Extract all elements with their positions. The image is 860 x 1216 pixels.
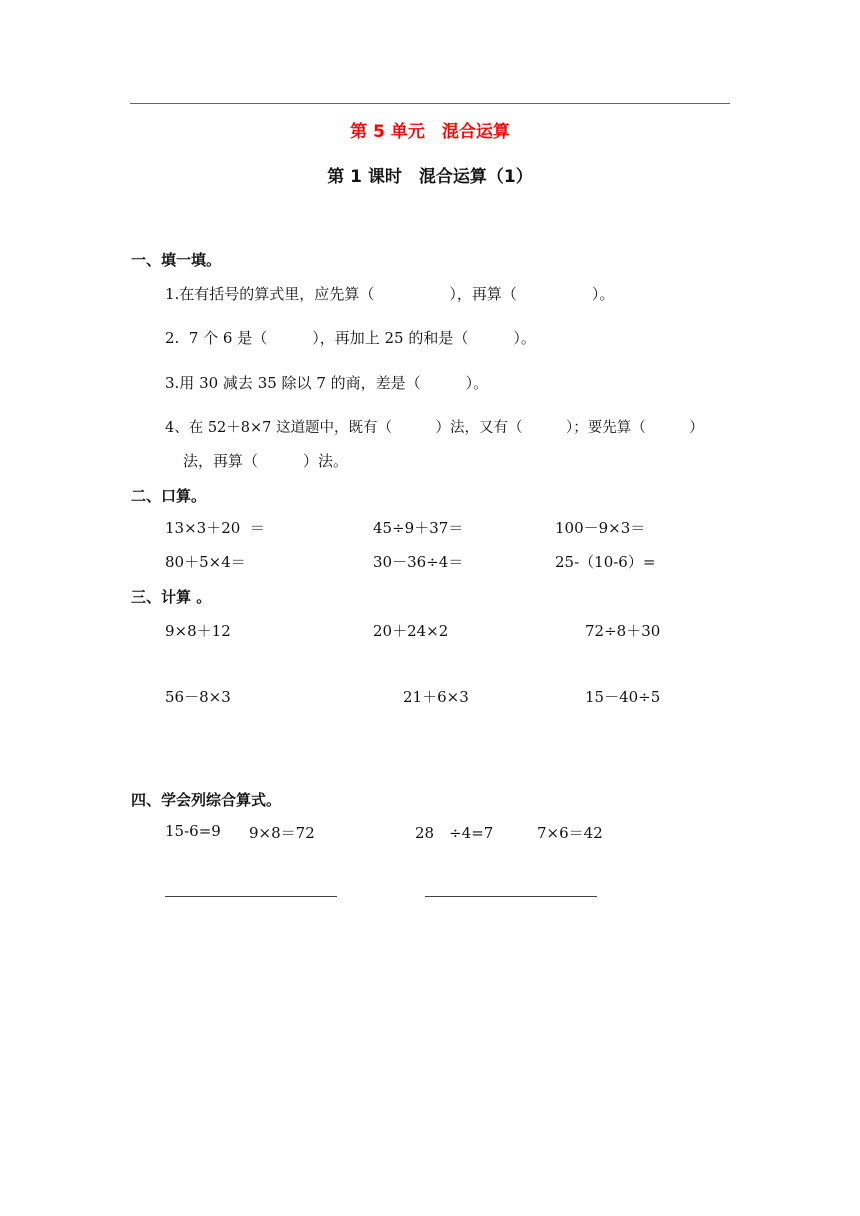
- question-4-line2: 法，再算（ ）法。: [183, 452, 349, 470]
- oral-calc-item: 45÷9＋37＝: [373, 519, 464, 537]
- answer-line-2: [425, 896, 597, 897]
- lesson-title: 第 1 课时 混合运算（1）: [327, 167, 533, 187]
- question-4-line1: 4、在 52＋8×7 这道题中，既有（ ）法，又有（ ）；要先算（ ）: [165, 420, 704, 436]
- question-3: 3.用 30 减去 35 除以 7 的商，差是（ ）。: [165, 374, 489, 392]
- oral-calc-item: 13×3＋20 ＝: [165, 519, 265, 537]
- header-rule: [130, 103, 730, 104]
- oral-calc-item: 25-（10-6）=: [555, 553, 656, 571]
- oral-calc-item: 30－36÷4＝: [373, 553, 464, 571]
- oral-calc-item: 80＋5×4＝: [165, 553, 246, 571]
- question-1: 1.在有括号的算式里，应先算（ ），再算（ ）。: [165, 285, 615, 303]
- equation-item: 7×6＝42: [537, 824, 603, 842]
- calc-item: 72÷8＋30: [585, 622, 661, 640]
- calc-item: 9×8＋12: [165, 622, 231, 640]
- section3-heading: 三、计算 。: [131, 588, 212, 606]
- calc-item: 21＋6×3: [403, 688, 469, 706]
- calc-item: 15－40÷5: [585, 688, 661, 706]
- section1-heading: 一、填一填。: [131, 251, 222, 269]
- answer-line-1: [165, 896, 337, 897]
- calc-item: 56－8×3: [165, 688, 231, 706]
- equation-item: 28 ÷4=7: [415, 824, 494, 842]
- oral-calc-item: 100－9×3＝: [555, 519, 646, 537]
- section4-heading: 四、学会列综合算式。: [131, 791, 282, 809]
- equation-item: 15-6=9: [165, 822, 221, 840]
- equation-item: 9×8＝72: [249, 824, 315, 842]
- section2-heading: 二、口算。: [131, 487, 207, 505]
- unit-title: 第 5 单元 混合运算: [350, 122, 510, 142]
- calc-item: 20＋24×2: [373, 622, 449, 640]
- question-2: 2. 7 个 6 是（ ），再加上 25 的和是（ ）。: [165, 329, 536, 347]
